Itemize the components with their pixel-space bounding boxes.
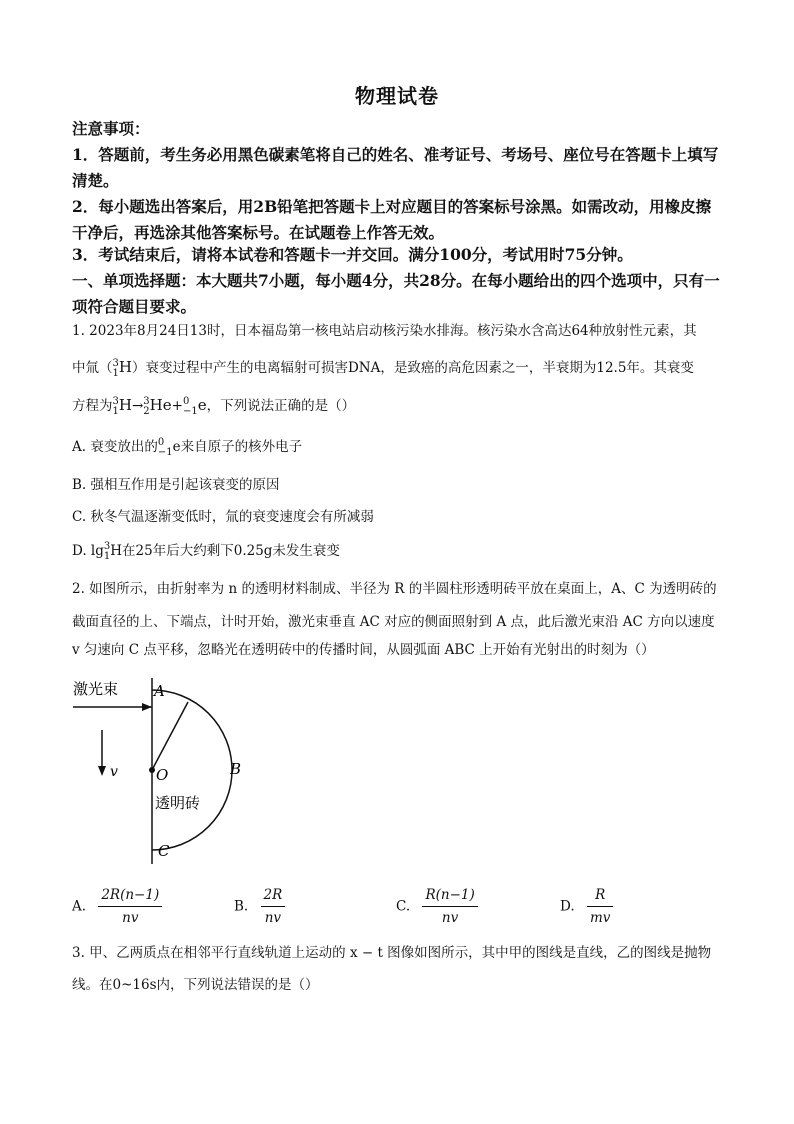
beam-label: 激光束 xyxy=(73,680,119,698)
option-text: D. lg xyxy=(72,543,104,559)
denominator: nv xyxy=(122,910,139,926)
laser-arrowhead xyxy=(142,703,152,711)
point-a-label: A xyxy=(154,682,165,700)
q3-stem-line-1: 3. 甲、乙两质点在相邻平行直线轨道上运动的 x − t 图像如图所示，其中甲的图线是直线，乙的图线是抛物 xyxy=(72,945,712,961)
q1-text: 方程为 xyxy=(72,398,113,414)
atomic-number: 2 xyxy=(143,405,150,417)
numerator: R xyxy=(587,884,613,907)
brick-label: 透明砖 xyxy=(155,794,201,812)
option-text: 来自原子的核外电子 xyxy=(180,439,303,455)
nuclide-e xyxy=(183,397,198,417)
q2-option-a xyxy=(72,884,162,929)
element-he: He xyxy=(149,396,172,414)
point-b-label: B xyxy=(230,760,242,778)
option-fraction xyxy=(587,884,613,929)
option-fraction xyxy=(98,884,162,929)
radius-line xyxy=(152,702,188,770)
atomic-number: −1 xyxy=(157,446,173,458)
numerator: 2R(n−1) xyxy=(98,884,162,907)
option-text: 在25年后大约剩下0.25g未发生衰变 xyxy=(122,543,340,559)
atomic-number: 1 xyxy=(112,367,119,379)
notice-item-1: 1．答题前，考生务必用黑色碳素笔将自己的姓名、准考证号、考场号、座位号在答题卡上填写清楚。 xyxy=(72,145,719,190)
option-label: C. xyxy=(396,898,411,915)
nuclide-e xyxy=(158,438,173,458)
q1-text: ，下列说法正确的是（） xyxy=(206,398,356,414)
electron-symbol: e xyxy=(172,439,181,455)
q1-option-a xyxy=(72,436,302,458)
q1-text: 中氚（ xyxy=(72,360,113,376)
notice-heading: 注意事项： xyxy=(72,119,150,138)
q1-option-d xyxy=(72,540,340,562)
q1-text: ）衰变过程中产生的电离辐射可损害DNA，是致癌的高危因素之一，半衰期为12.5年。其衰变 xyxy=(131,360,694,376)
center-point-o xyxy=(149,767,155,773)
point-o-label: O xyxy=(156,766,169,784)
electron-symbol: e xyxy=(197,396,207,414)
denominator: mv xyxy=(589,910,611,926)
mass-number: 3 xyxy=(103,540,111,552)
velocity-arrowhead xyxy=(98,766,106,776)
mass-number: 0 xyxy=(182,395,190,407)
mass-number: 0 xyxy=(157,436,165,448)
section-heading: 一、单项选择题：本大题共7小题，每小题4分，共28分。在每小题给出的四个选项中，只有一项符合题目要求。 xyxy=(72,271,720,316)
nuclide-he xyxy=(143,397,149,417)
element-h: H xyxy=(110,543,123,559)
denominator: nv xyxy=(441,910,459,926)
mass-number: 3 xyxy=(143,395,150,407)
q2-stem-line-3: v 匀速向 C 点平移，忽略光在透明砖中的传播时间，从圆弧面 ABC 上开始有光射出的时刻为（） xyxy=(72,642,655,658)
q1-stem-line-2 xyxy=(72,354,728,381)
nuclide-h xyxy=(113,397,119,417)
atomic-number: −1 xyxy=(182,405,198,417)
option-label: D. xyxy=(560,898,575,915)
denominator: nv xyxy=(264,910,282,926)
velocity-label: v xyxy=(110,764,118,780)
page-title: 物理试卷 xyxy=(355,84,439,108)
mass-number: 3 xyxy=(112,357,119,369)
numerator: R(n−1) xyxy=(422,884,477,907)
numerator: 2R xyxy=(261,884,286,907)
q2-stem-line-2: 截面直径的上、下端点，计时开始，激光束垂直 AC 对应的侧面照射到 A 点，此后激光束沿 AC 方向以速度 xyxy=(72,614,715,630)
tritium-symbol xyxy=(113,359,119,379)
notice-item-2: 2．每小题选出答案后，用2B铅笔把答题卡上对应题目的答案标号涂黑。如需改动，用橡皮擦干净后，再选涂其他答案标号。在试题卷上作答无效。 xyxy=(72,197,712,242)
q1-option-c: C. 秋冬气温逐渐变低时，氚的衰变速度会有所减弱 xyxy=(72,509,374,525)
atomic-number: 1 xyxy=(103,550,111,562)
option-label: B. xyxy=(234,898,249,915)
option-text: A. 衰变放出的 xyxy=(72,439,158,455)
option-label: A. xyxy=(72,898,87,915)
q2-option-b xyxy=(234,884,285,929)
q1-stem-line-1: 1. 2023年8月24日13时，日本福岛第一核电站启动核污染水排海。核污染水含高达64种放射性元素，其 xyxy=(72,323,697,339)
q1-option-b: B. 强相互作用是引起该衰变的原因 xyxy=(72,477,280,493)
half-cylinder-diagram xyxy=(70,672,270,872)
q1-stem-line-3 xyxy=(72,392,728,419)
q2-option-d xyxy=(560,884,613,929)
nuclide-h xyxy=(104,542,110,562)
element-h: H xyxy=(118,396,132,414)
q3-stem-line-2: 线。在0~16s内，下列说法错误的是（） xyxy=(72,977,319,993)
q2-stem-line-1: 2. 如图所示，由折射率为 n 的透明材料制成、半径为 R 的半圆柱形透明砖平放在桌面上，A、C 为透明砖的 xyxy=(72,581,717,597)
q2-option-c xyxy=(396,884,478,929)
option-fraction xyxy=(422,884,477,929)
notice-item-3: 3．考试结束后，请将本试卷和答题卡一并交回。满分100分，考试用时75分钟。 xyxy=(72,245,633,264)
element-h: H xyxy=(118,358,132,376)
point-c-label: C xyxy=(158,842,170,860)
option-fraction xyxy=(261,884,286,929)
plus-sign: + xyxy=(171,398,183,414)
atomic-number: 1 xyxy=(112,405,119,417)
reaction-arrow: → xyxy=(131,398,144,414)
mass-number: 3 xyxy=(112,395,119,407)
